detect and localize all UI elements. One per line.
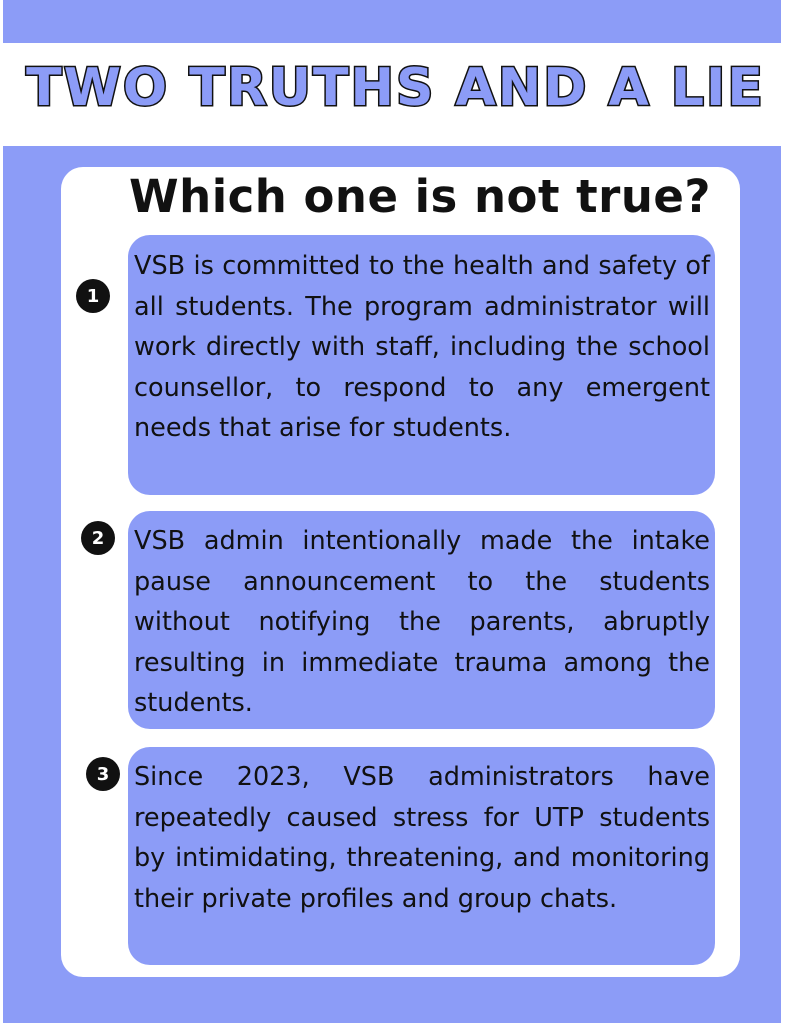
number-badge-2: 2 — [81, 521, 115, 555]
page-title: TWO TRUTHS AND A LIE — [26, 58, 765, 118]
question-heading: Which one is not true? — [129, 170, 711, 223]
number-badge-3: 3 — [86, 757, 120, 791]
top-accent-band — [3, 0, 781, 43]
number-badge-1: 1 — [76, 279, 110, 313]
statement-text-3: Since 2023, VSB administrators have repeatedly caused stress for UTP students by intimidating, threatening, and monitoring their private profiles and group chats. — [134, 762, 710, 914]
statement-text-1: VSB is committed to the health and safety of all students. The program administrator will work directly with staff, including the school counsellor, to respond to any emergent needs that arise for students. — [134, 251, 710, 443]
statement-text-2: VSB admin intentionally made the intake pause announcement to the students without notifying the parents, abruptly resulting in immediate trauma among the students. — [134, 526, 710, 718]
